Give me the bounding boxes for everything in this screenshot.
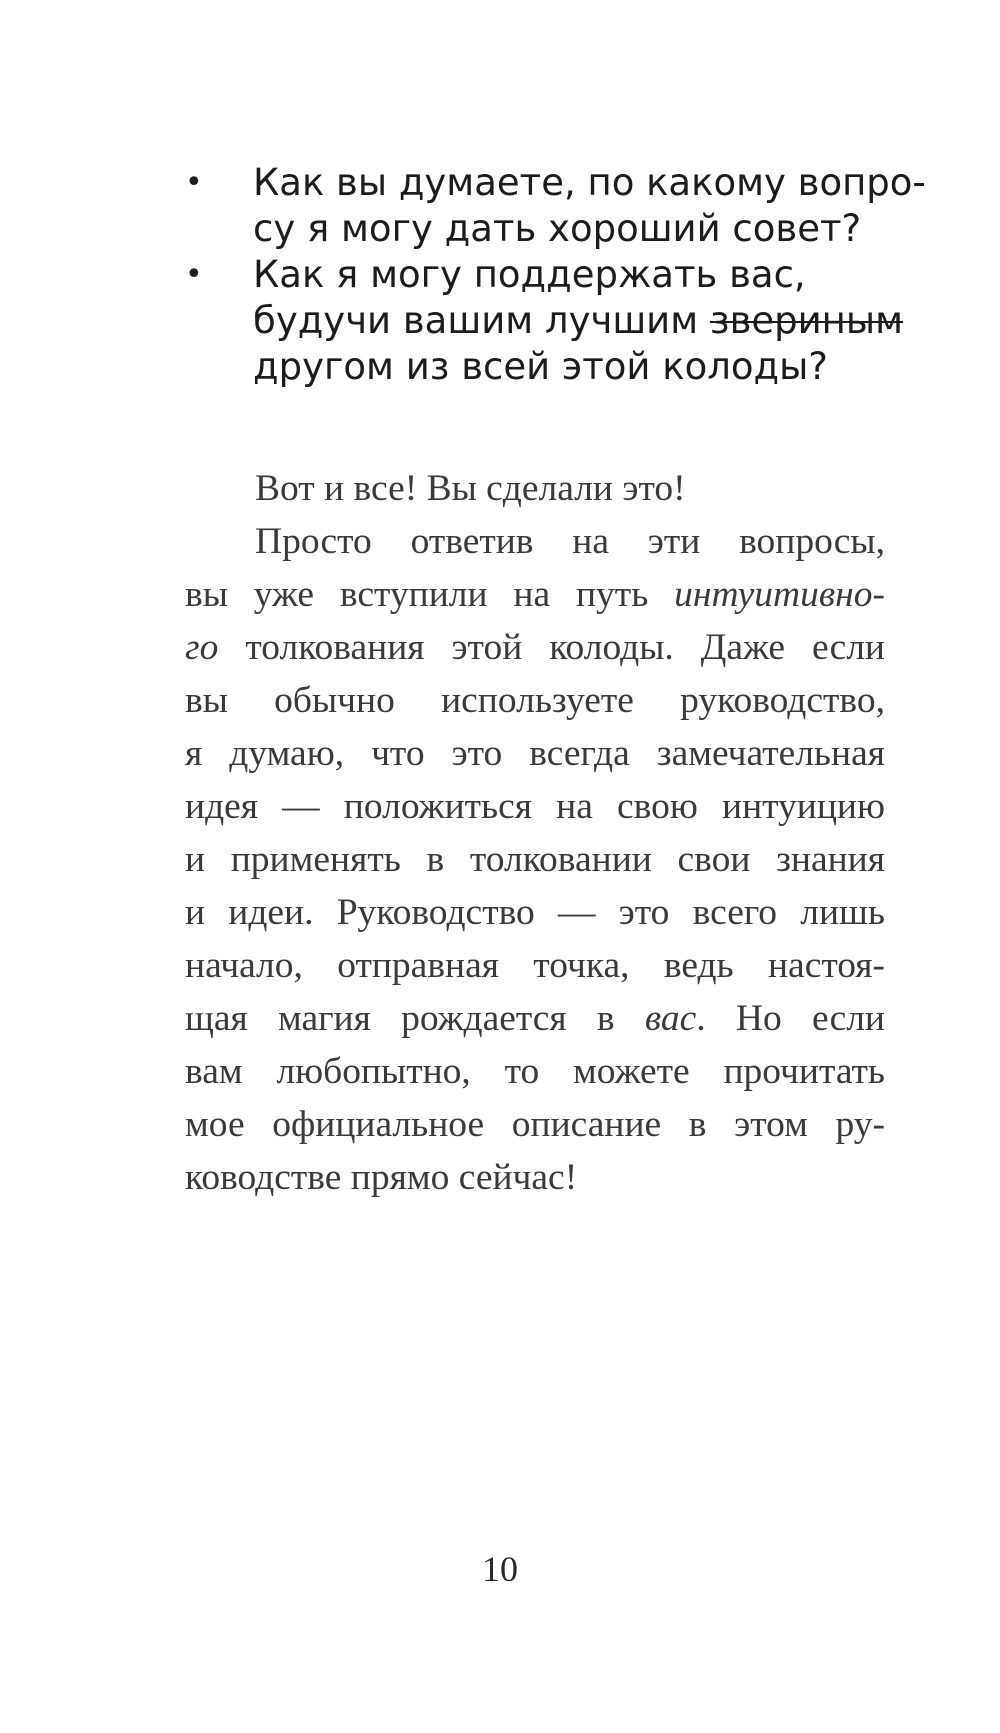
bullet-icon: • — [185, 257, 203, 292]
bullet-icon: • — [185, 165, 203, 200]
list-item-line — [253, 298, 905, 344]
page-number: 10 — [482, 1549, 518, 1589]
paragraph-line: мое официальное описание в этом ру- — [185, 1104, 885, 1145]
paragraph-line: и применять в толковании свои знания — [185, 839, 885, 880]
paragraph-line: идея — положиться на свою интуицию — [185, 786, 885, 827]
paragraph-line: и идеи. Руководство — это всего лишь — [185, 892, 885, 933]
text-run: толкования этой колоды. Даже если — [218, 627, 885, 668]
paragraph-line: я думаю, что это всегда замечательная — [185, 733, 885, 774]
paragraph-1: Вот и все! Вы сделали это! — [255, 468, 686, 509]
italic-text: го — [185, 627, 219, 668]
list-item-line: другом из всей этой колоды? — [253, 345, 828, 388]
text-run: щая магия рождается в — [185, 998, 645, 1039]
paragraph-line: вы обычно используете руководство, — [185, 680, 885, 721]
paragraph-line: Просто ответив на эти вопросы, — [255, 521, 885, 562]
italic-text: вас — [644, 998, 697, 1039]
list-item-line: су я могу дать хороший совет? — [253, 207, 862, 250]
paragraph-line: начало, отправная точка, ведь настоя- — [185, 945, 885, 986]
struck-word: звериным — [709, 299, 903, 342]
paragraph-line — [185, 568, 885, 621]
italic-text: интуитивно- — [674, 574, 885, 615]
text-run: . Но если — [696, 998, 886, 1039]
list-item — [185, 160, 926, 252]
paragraph-line: ководстве прямо сейчас! — [185, 1157, 578, 1198]
question-list — [185, 160, 926, 390]
paragraph-line: вам любопытно, то можете прочитать — [185, 1051, 885, 1092]
list-item-line: Как я могу поддержать вас, — [253, 253, 806, 296]
paragraph-line — [185, 621, 885, 674]
list-item-text: будучи вашим лучшим — [253, 299, 710, 342]
list-item — [185, 252, 905, 390]
text-run: вы уже вступили на путь — [185, 574, 675, 615]
list-item-line: Как вы думаете, по какому вопро- — [253, 161, 926, 204]
body-text — [185, 462, 885, 1204]
paragraph-line — [185, 992, 885, 1045]
